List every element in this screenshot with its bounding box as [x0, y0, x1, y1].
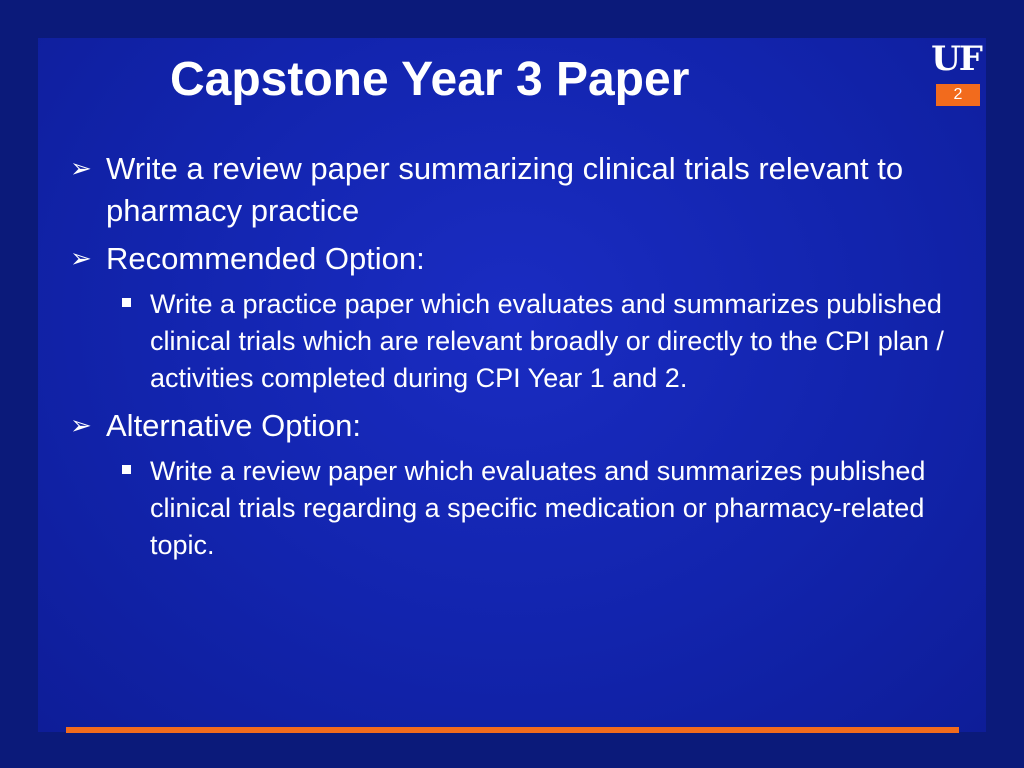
bullet-item	[70, 405, 950, 447]
bullet-text: Write a review paper summarizing clinical trials relevant to pharmacy practice	[106, 151, 904, 228]
square-bullet-icon	[122, 465, 131, 474]
slide-content	[70, 148, 950, 572]
sub-bullet-text: Write a practice paper which evaluates and summarizes published clinical trials which are relevant broadly or directly to the CPI plan / activities completed during CPI Year 1 and 2.	[150, 289, 944, 393]
bullet-item	[70, 238, 950, 280]
arrowhead-bullet-icon: ➢	[70, 411, 92, 441]
sub-bullet-item	[70, 286, 950, 397]
uf-logo-text: UF	[931, 39, 981, 79]
arrowhead-bullet-icon: ➢	[70, 154, 92, 184]
bullet-text: Alternative Option:	[106, 408, 362, 443]
accent-bar	[66, 727, 959, 733]
square-bullet-icon	[122, 298, 131, 307]
sub-bullet-text: Write a review paper which evaluates and summarizes published clinical trials regarding a specific medication or pharmacy-related topic.	[150, 456, 926, 560]
page-number-badge: 2	[936, 84, 980, 106]
uf-logo	[930, 40, 982, 108]
arrowhead-bullet-icon: ➢	[70, 244, 92, 274]
bullet-item	[70, 148, 950, 232]
sub-bullet-item	[70, 453, 950, 564]
bullet-text: Recommended Option:	[106, 241, 425, 276]
slide-title: Capstone Year 3 Paper	[170, 53, 690, 106]
